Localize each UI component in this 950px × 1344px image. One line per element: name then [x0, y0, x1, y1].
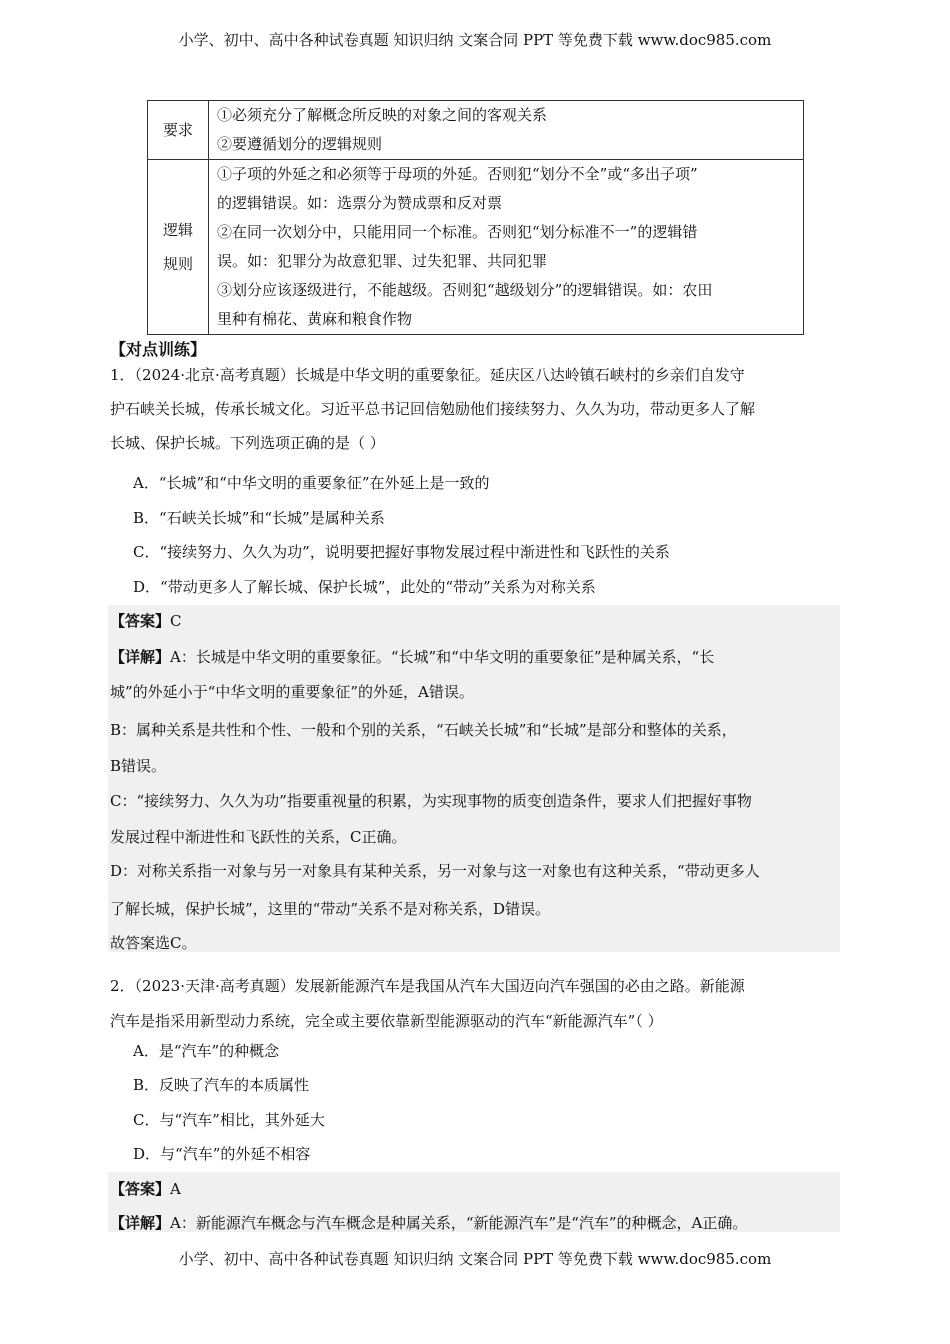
page-footer: 小学、初中、高中各种试卷真题 知识归纳 文案合同 PPT 等免费下载 www.doc985.com: [178, 1250, 772, 1268]
table-row: [148, 160, 804, 335]
row-key: 要求: [148, 101, 209, 160]
answer-line: [110, 1178, 181, 1199]
option-a: A．是“汽车”的种概念: [133, 1042, 280, 1060]
question-line: 汽车是指采用新型动力系统，完全或主要依靠新型能源驱动的汽车“新能源汽车”（ ）: [110, 1012, 663, 1030]
detail-line: [110, 646, 714, 667]
table-row: [148, 101, 804, 160]
option-b: B．“石峡关长城”和“长城”是属种关系: [133, 509, 385, 527]
row-line: ②要遵循划分的逻辑规则: [217, 135, 383, 153]
section-title: 【对点训练】: [110, 340, 207, 359]
row-line: ③划分应该逐级进行，不能越级。否则犯“越级划分”的逻辑错误。如：农田: [217, 281, 713, 299]
option-a: A．“长城”和“中华文明的重要象征”在外延上是一致的: [133, 474, 490, 492]
detail-label: 【详解】: [110, 1214, 171, 1232]
detail-text: A：新能源汽车概念与汽车概念是种属关系，“新能源汽车”是“汽车”的种概念，A正确。: [170, 1214, 748, 1232]
question-line: 2．（2023·天津·高考真题）发展新能源汽车是我国从汽车大国迈向汽车强国的必由之路。新能源: [110, 977, 745, 995]
option-c: C．“接续努力、久久为功”，说明要把握好事物发展过程中渐进性和飞跃性的关系: [133, 543, 670, 561]
row-line: ②在同一次划分中，只能用同一个标准。否则犯“划分标准不一”的逻辑错: [217, 223, 698, 241]
detail-line: C：“接续努力、久久为功”指要重视量的积累，为实现事物的质变创造条件，要求人们把握好事物: [110, 792, 752, 810]
question-line: 护石峡关长城，传承长城文化。习近平总书记回信勉励他们接续努力、久久为功，带动更多人了解: [110, 400, 756, 418]
detail-line: [110, 1212, 747, 1233]
answer-value: A: [170, 1180, 181, 1198]
row-key-line: 规则: [162, 255, 193, 273]
row-line: 误。如：犯罪分为故意犯罪、过失犯罪、共同犯罪: [217, 252, 548, 270]
question-line: 长城、保护长城。下列选项正确的是（ ）: [110, 434, 385, 452]
option-c: C．与“汽车”相比，其外延大: [133, 1111, 325, 1129]
answer-value: C: [170, 612, 182, 630]
page-header: 小学、初中、高中各种试卷真题 知识归纳 文案合同 PPT 等免费下载 www.doc985.com: [178, 31, 772, 49]
question-line: 1．（2024·北京·高考真题）长城是中华文明的重要象征。延庆区八达岭镇石峡村的乡亲们自发守: [110, 366, 745, 384]
detail-line: 故答案选C。: [110, 934, 197, 952]
detail-label: 【详解】: [110, 648, 171, 666]
row-line: ①必须充分了解概念所反映的对象之间的客观关系: [217, 106, 548, 124]
option-d: D．与“汽车”的外延不相容: [133, 1145, 311, 1163]
option-d: D．“带动更多人了解长城、保护长城”，此处的“带动”关系为对称关系: [133, 578, 596, 596]
detail-line: B：属种关系是共性和个性、一般和个别的关系，“石峡关长城”和“长城”是部分和整体的关系，: [110, 721, 737, 739]
detail-text: A：长城是中华文明的重要象征。“长城”和“中华文明的重要象征”是种属关系，“长: [170, 648, 715, 666]
row-content: [209, 160, 804, 335]
detail-line: 城”的外延小于“中华文明的重要象征”的外延，A错误。: [110, 683, 474, 701]
detail-line: B错误。: [110, 757, 167, 775]
row-line: 的逻辑错误。如：选票分为赞成票和反对票: [217, 194, 503, 212]
detail-line: 了解长城，保护长城”，这里的“带动”关系不是对称关系，D错误。: [110, 900, 551, 918]
answer-label: 【答案】: [110, 1180, 171, 1198]
row-line: 里种有棉花、黄麻和粮食作物: [217, 310, 413, 328]
row-line: ①子项的外延之和必须等于母项的外延。否则犯“划分不全”或“多出子项”: [217, 165, 698, 183]
detail-line: 发展过程中渐进性和飞跃性的关系，C正确。: [110, 828, 407, 846]
row-key-line: 逻辑: [162, 221, 193, 239]
row-key: [148, 160, 209, 335]
division-rules-table: [147, 100, 804, 335]
answer-line: [110, 610, 182, 631]
detail-line: D：对称关系指一对象与另一对象具有某种关系，另一对象与这一对象也有这种关系，“带动更多人: [110, 862, 760, 880]
answer-label: 【答案】: [110, 612, 171, 630]
row-content: [209, 101, 804, 160]
option-b: B．反映了汽车的本质属性: [133, 1076, 310, 1094]
